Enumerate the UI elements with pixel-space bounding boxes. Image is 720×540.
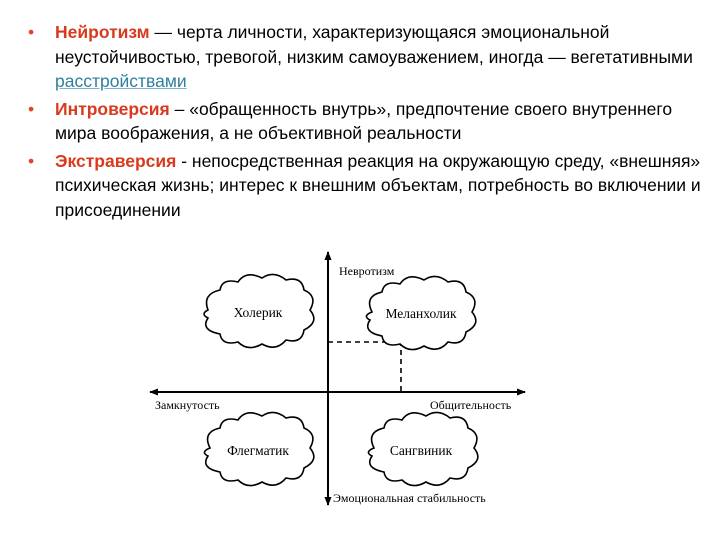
temperament-label: Флегматик — [227, 443, 289, 458]
axis-label-top: Невротизм — [339, 264, 395, 278]
cloud-sanguine — [368, 412, 477, 485]
temperament-label: Сангвиник — [389, 443, 453, 458]
cloud-melancholic — [366, 276, 475, 349]
term-introversion: Интроверсия — [55, 98, 170, 119]
axis-label-right: Общительность — [430, 398, 512, 412]
axis-label-left: Замкнутость — [155, 398, 220, 412]
bullet-marker: • — [28, 150, 35, 171]
temperament-label: Меланхолик — [385, 306, 457, 321]
bullet-marker: • — [28, 98, 35, 119]
disorders-link[interactable]: расстройствами — [55, 71, 187, 91]
definition-text: – «обращенность внутрь», предпочтение своего внутреннего мира воображения, а не объективной реальности — [55, 98, 673, 143]
definition-text: — черта личности, характеризующаяся эмоциональной неустойчивостью, тревогой, низким самоуважением, иногда — вегетативными — [55, 22, 693, 67]
bullet-marker: • — [28, 22, 35, 42]
term-neuroticism: Нейротизм — [55, 22, 150, 42]
definition-text: - непосредственная реакция на окружающую среду, «внешняя» психическая жизнь; интерес к внешним объектам, потребность во включении и присоединении — [55, 150, 701, 220]
temperament-label: Холерик — [233, 305, 283, 320]
axis-label-bottom: Эмоциональная стабильность — [333, 491, 486, 505]
cloud-choleric — [204, 274, 314, 347]
term-extraversion: Экстраверсия — [55, 150, 177, 171]
dashed-projection — [328, 342, 401, 392]
cloud-phlegmatic — [204, 412, 313, 485]
